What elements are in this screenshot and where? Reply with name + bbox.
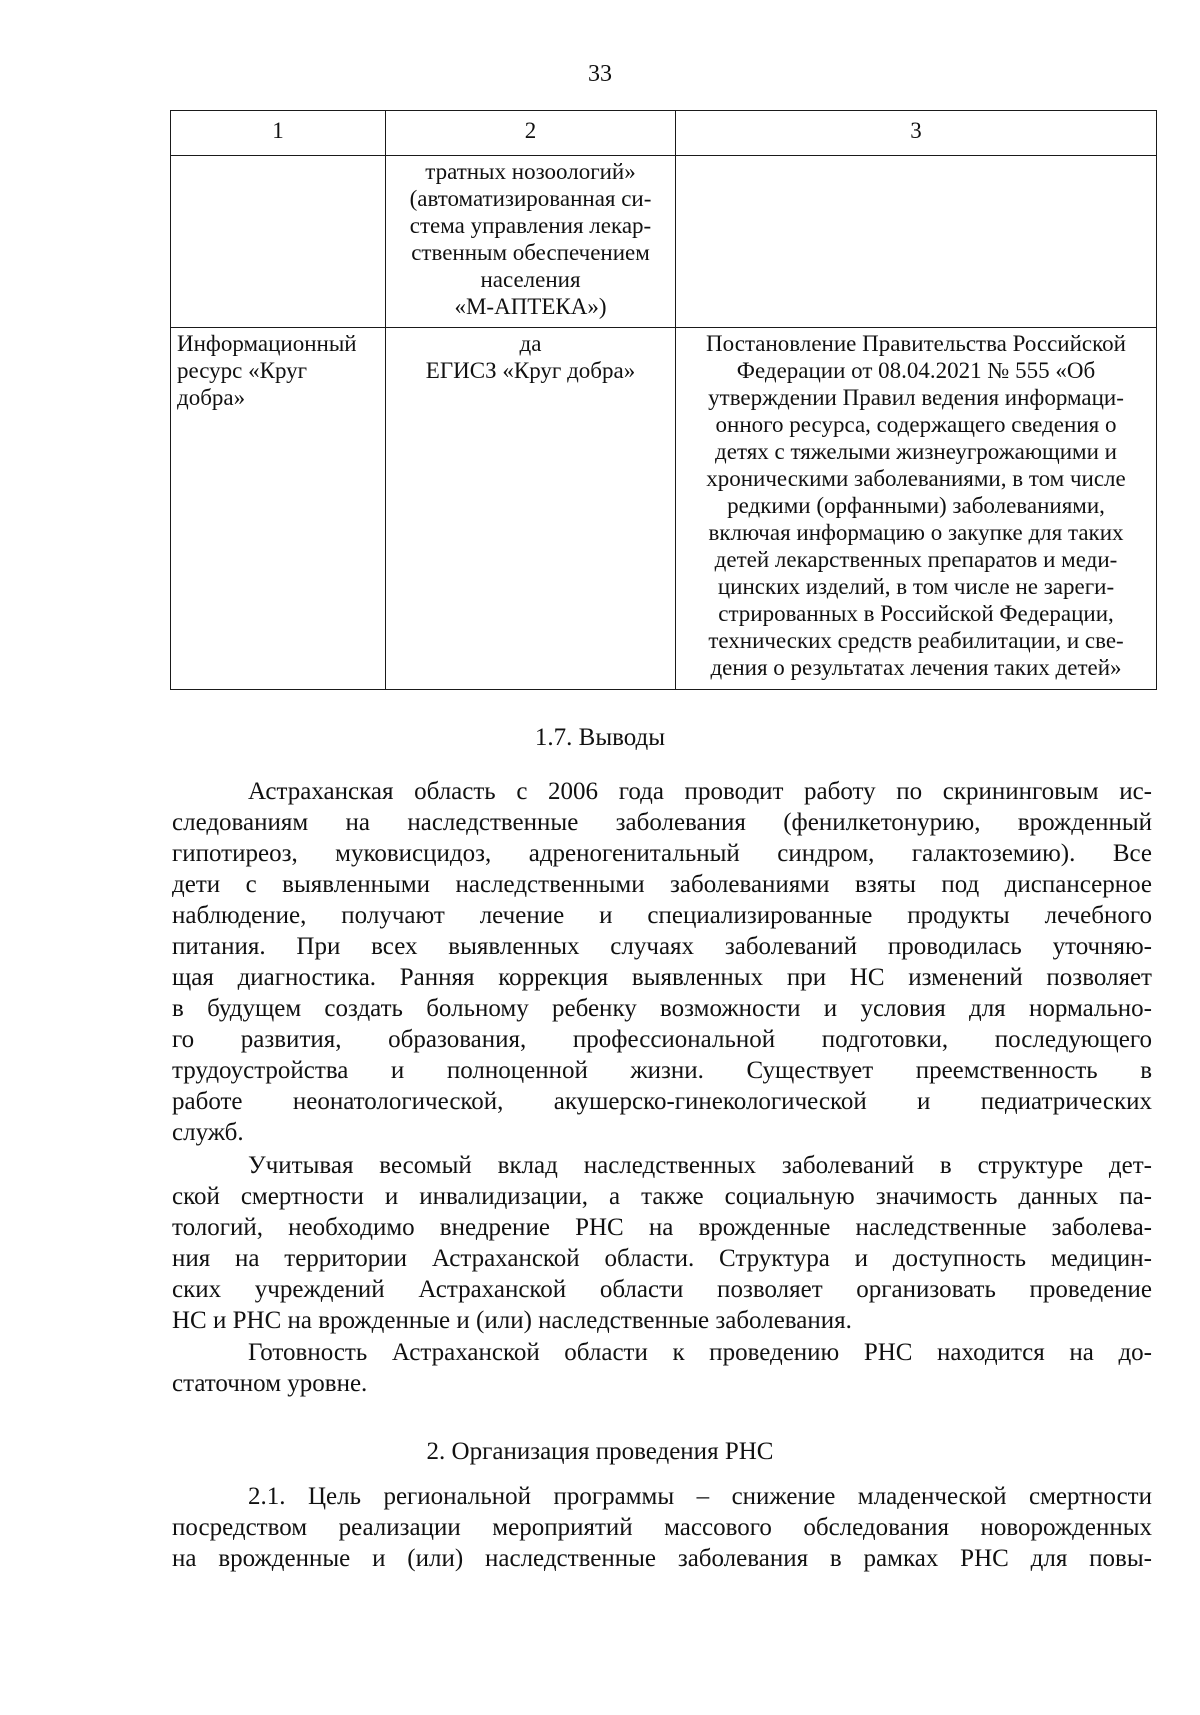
cell-text-line: Информационный: [177, 331, 357, 356]
cell-text-line: утверждении Правил ведения информаци-: [708, 385, 1124, 410]
table-cell: [676, 328, 1157, 690]
text-line: в будущем создать больному ребенку возможности и условия для нормально-: [172, 995, 1152, 1022]
cell-text-line: детей лекарственных препаратов и меди-: [714, 547, 1118, 572]
cell-text-line: ственным обеспечением: [411, 240, 650, 265]
cell-text-line: добра»: [177, 385, 246, 410]
text-line: на врожденные и (или) наследственные заболевания в рамках РНС для повы-: [172, 1545, 1152, 1572]
table-cell: [171, 328, 386, 690]
text-line: НС и РНС на врожденные и (или) наследственные заболевания.: [172, 1307, 852, 1334]
cell-text-line: ресурс «Круг: [177, 358, 308, 383]
cell-text-line: детях с тяжелыми жизнеугрожающими и: [715, 439, 1117, 464]
text-line: ния на территории Астраханской области. Структура и доступность медицин-: [172, 1245, 1152, 1272]
cell-text-line: тратных нозоологий»: [425, 159, 636, 184]
text-line: ской смертности и инвалидизации, а также социальную значимость данных па-: [172, 1183, 1152, 1210]
table-cell: [386, 156, 676, 328]
paragraph: [172, 1481, 1152, 1574]
text-line: Учитывая весомый вклад наследственных заболеваний в структуре дет-: [248, 1152, 1152, 1179]
section-heading: 2. Организация проведения РНС: [426, 1438, 774, 1465]
cell-text-line: населения: [480, 267, 581, 292]
cell-text-line: (автоматизированная си-: [409, 186, 652, 211]
text-line: питания. При всех выявленных случаях заболеваний проводилась уточняю-: [172, 933, 1152, 960]
cell-text-line: стрированных в Российской Федерации,: [718, 601, 1114, 626]
page-number: 33: [588, 61, 612, 87]
cell-text-line: ЕГИСЗ «Круг добра»: [425, 358, 636, 383]
text-line: наблюдение, получают лечение и специализированные продукты лечебного: [172, 902, 1152, 929]
cell-text-line: да: [519, 331, 542, 356]
paragraph: [172, 776, 1152, 1148]
table-header-cell: 1: [171, 111, 386, 156]
text-line: статочном уровне.: [172, 1370, 368, 1397]
table-cell: [386, 328, 676, 690]
table-cell: [676, 156, 1157, 328]
cell-text-line: Федерации от 08.04.2021 № 555 «Об: [736, 358, 1096, 383]
table-row: [171, 156, 1157, 328]
cell-text-line: «М-АПТЕКА»): [454, 294, 607, 319]
text-line: тологий, необходимо внедрение РНС на врожденные наследственные заболева-: [172, 1214, 1152, 1241]
text-line: работе неонатологической, акушерско-гинекологической и педиатрических: [172, 1088, 1152, 1115]
text-line: трудоустройства и полноценной жизни. Существует преемственность в: [172, 1057, 1152, 1084]
text-line: дети с выявленными наследственными заболеваниями взяты под диспансерное: [172, 871, 1152, 898]
cell-text-line: дения о результатах лечения таких детей»: [710, 655, 1122, 680]
text-line: ских учреждений Астраханской области позволяет организовать проведение: [172, 1276, 1152, 1303]
paragraph: [172, 1150, 1152, 1336]
text-line: 2.1. Цель региональной программы – снижение младенческой смертности: [248, 1483, 1152, 1510]
cell-text-line: онного ресурса, содержащего сведения о: [715, 412, 1117, 437]
data-table: [170, 110, 1157, 690]
cell-text-line: технических средств реабилитации, и све-: [708, 628, 1124, 653]
table-row: [171, 328, 1157, 690]
text-line: Готовность Астраханской области к проведению РНС находится на до-: [248, 1339, 1152, 1366]
cell-text-line: Постановление Правительства Российской: [706, 331, 1126, 356]
section-heading: 1.7. Выводы: [534, 724, 666, 751]
text-line: посредством реализации мероприятий массового обследования новорожденных: [172, 1514, 1152, 1541]
cell-text-line: хроническими заболеваниями, в том числе: [706, 466, 1126, 491]
table-cell: [171, 156, 386, 328]
table-header-row: [171, 111, 1157, 156]
cell-text-line: редкими (орфанными) заболеваниями,: [727, 493, 1105, 518]
text-line: Астраханская область с 2006 года проводит работу по скрининговым ис-: [248, 778, 1152, 805]
text-line: го развития, образования, профессиональной подготовки, последующего: [172, 1026, 1152, 1053]
table-header-cell: 2: [386, 111, 676, 156]
text-line: щая диагностика. Ранняя коррекция выявленных при НС изменений позволяет: [172, 964, 1152, 991]
cell-text-line: включая информацию о закупке для таких: [708, 520, 1124, 545]
cell-text-line: стема управления лекар-: [409, 213, 652, 238]
text-line: следованиям на наследственные заболевания (фенилкетонурию, врожденный: [172, 809, 1152, 836]
cell-text-line: цинских изделий, в том числе не зареги-: [717, 574, 1115, 599]
text-line: гипотиреоз, муковисцидоз, адреногенитальный синдром, галактоземию). Все: [172, 840, 1152, 867]
paragraph: [172, 1337, 1152, 1399]
text-line: служб.: [172, 1119, 244, 1146]
table-header-cell: 3: [676, 111, 1157, 156]
